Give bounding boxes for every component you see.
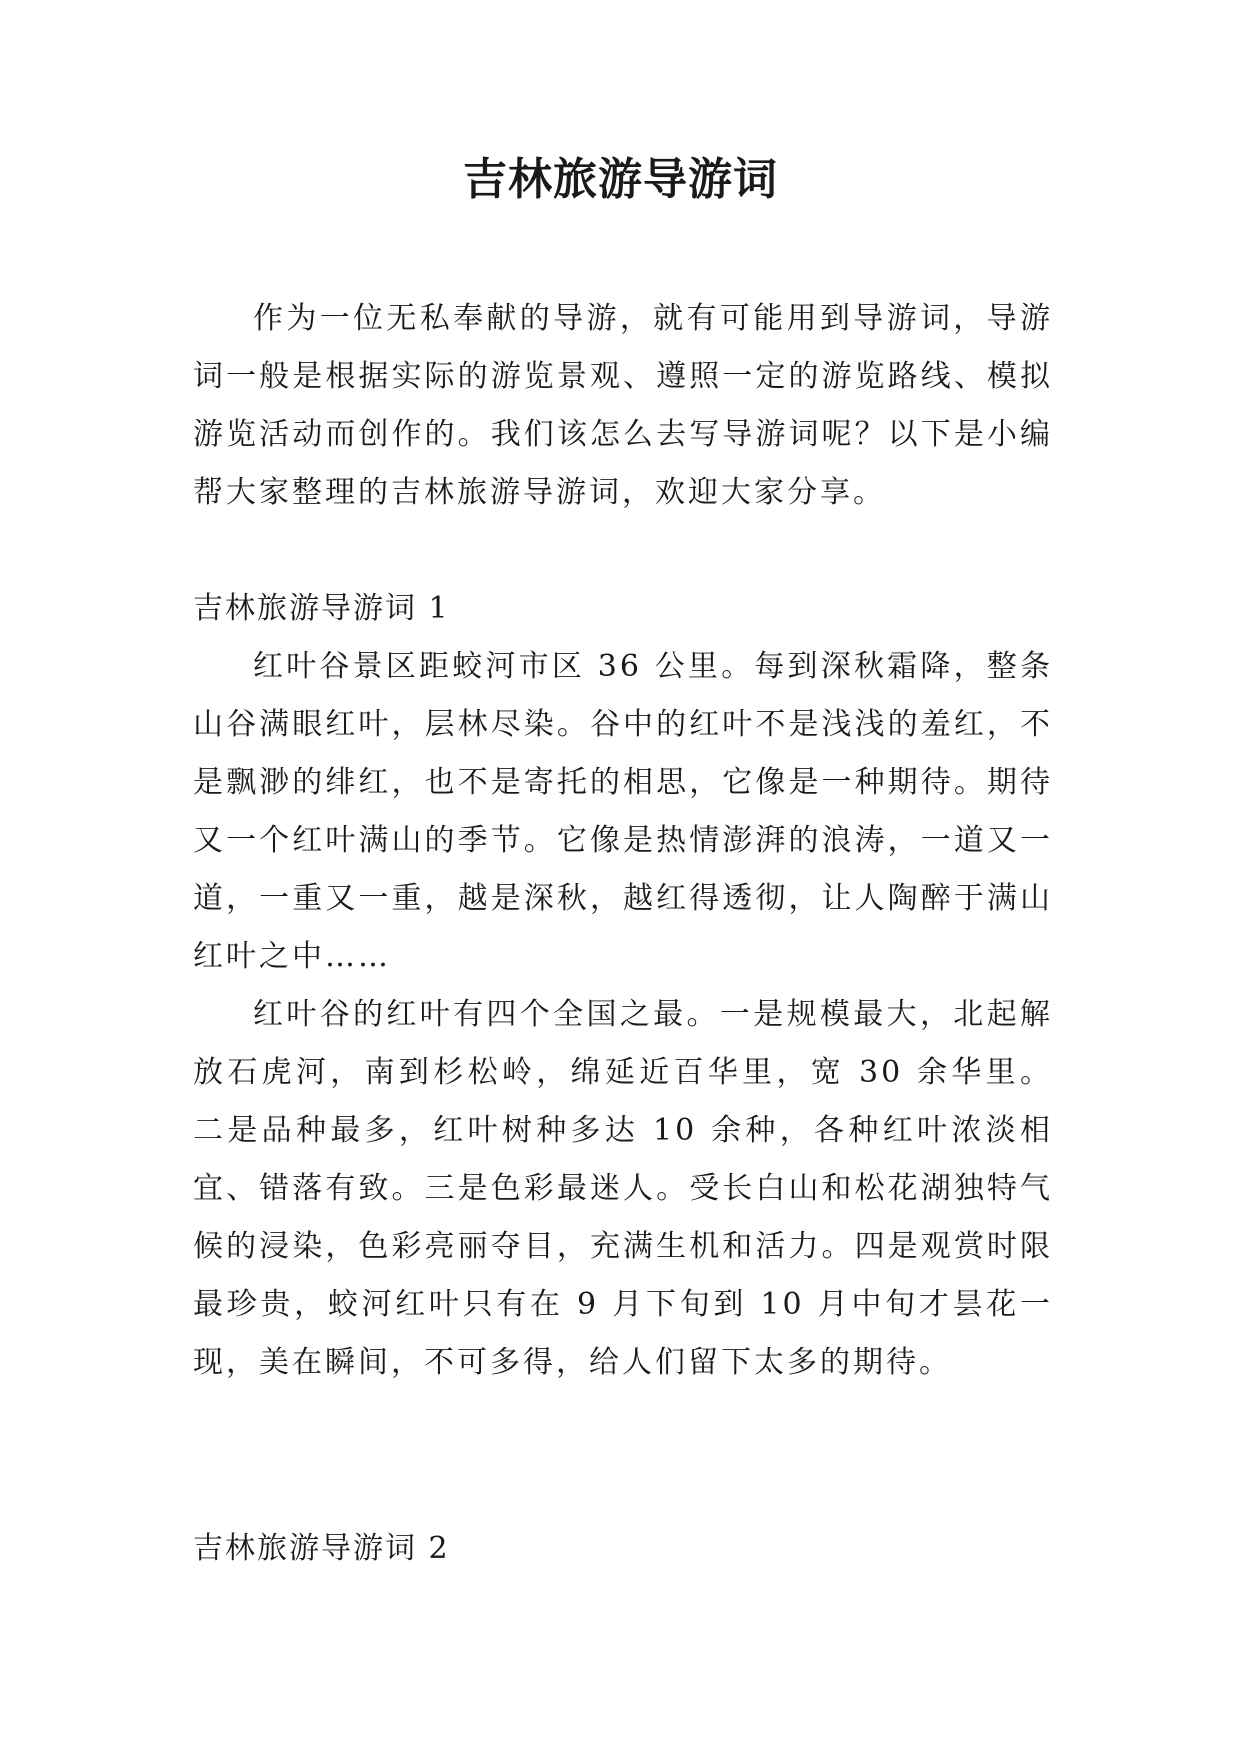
section-heading-1: 吉林旅游导游词 1	[193, 591, 450, 626]
intro-paragraph: 作为一位无私奉献的导游，就有可能用到导游词，导游词一般是根据实际的游览景观、遵照一定的游览路线、模拟游览活动而创作的。我们该怎么去写导游词呢？以下是小编帮大家整理的吉林旅游导游词，欢迎大家分享。	[193, 301, 1053, 510]
section-1-paragraph-2: 红叶谷的红叶有四个全国之最。一是规模最大，北起解放石虎河，南到杉松岭，绵延近百华里，宽 30 余华里。二是品种最多，红叶树种多达 10 余种，各种红叶浓淡相宜、错落有致。三是色彩最迷人。受长白山和松花湖独特气候的浸染，色彩亮丽夺目，充满生机和活力。四是观赏时限最珍贵，蛟河红叶只有在 9 月下旬到 10 月中旬才昙花一现，美在瞬间，不可多得，给人们留下太多的期待。	[193, 997, 1053, 1380]
section-1-paragraph-1: 红叶谷景区距蛟河市区 36 公里。每到深秋霜降，整条山谷满眼红叶，层林尽染。谷中的红叶不是浅浅的羞红，不是飘渺的绯红，也不是寄托的相思，它像是一种期待。期待又一个红叶满山的季节。它像是热情澎湃的浪涛，一道又一道，一重又一重，越是深秋，越红得透彻，让人陶醉于满山红叶之中……	[193, 649, 1053, 974]
document-title: 吉林旅游导游词	[463, 154, 778, 205]
section-heading-2: 吉林旅游导游词 2	[193, 1531, 450, 1566]
